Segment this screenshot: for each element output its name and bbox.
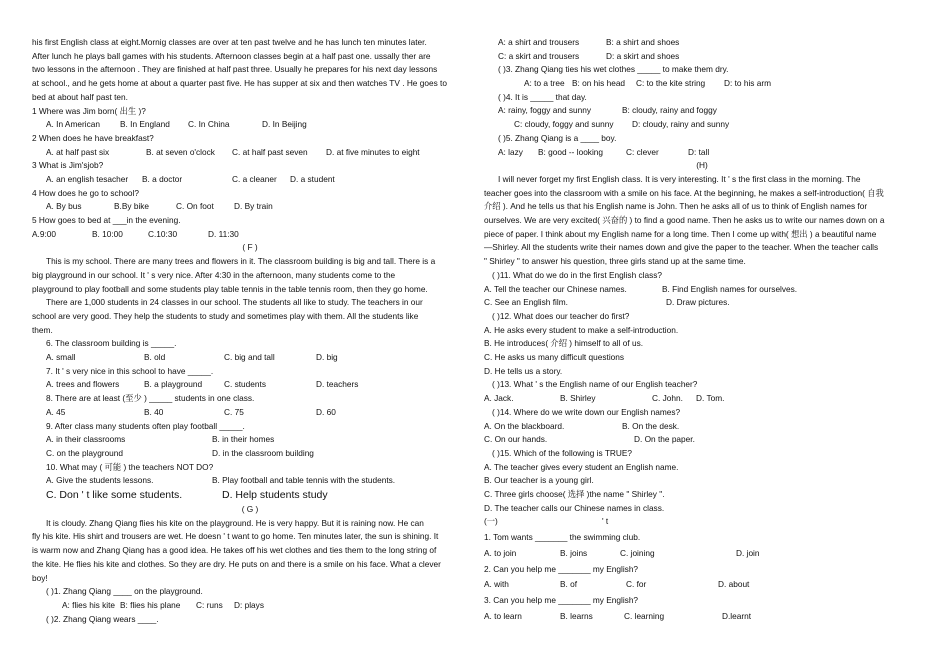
option: A. In American bbox=[46, 119, 100, 130]
question-g1-options bbox=[32, 599, 468, 613]
section-heading-g: ( G ) bbox=[241, 504, 259, 515]
option: C: clever bbox=[626, 146, 659, 157]
option: B. a doctor bbox=[142, 174, 183, 184]
option: D. a student bbox=[290, 174, 335, 184]
question-2-options bbox=[32, 146, 468, 160]
option: C. students bbox=[224, 379, 266, 390]
section-one-label: (一) bbox=[484, 516, 498, 527]
option: D: a skirt and shoes bbox=[606, 50, 680, 61]
option: D. Tom. bbox=[696, 393, 725, 404]
option: C. for bbox=[626, 579, 647, 590]
option: A. trees and flowers bbox=[46, 379, 120, 390]
option: A: to a tree bbox=[524, 78, 565, 89]
right-column bbox=[484, 36, 920, 623]
question-14: ( )14. Where do we write down our English names? bbox=[492, 406, 681, 417]
question-6: 6. The classroom building is _____. bbox=[46, 338, 177, 349]
option: B. at seven o'clock bbox=[146, 146, 215, 157]
question-g1: ( )1. Zhang Qiang ____ on the playground. bbox=[46, 586, 203, 597]
passage-h-line: teacher goes into the classroom with a smile on his face. At the beginning, he makes a self-introduction( 自我 bbox=[484, 187, 884, 198]
question-g5-options bbox=[484, 146, 920, 160]
option: C. at half past seven bbox=[232, 146, 308, 157]
option: B. of bbox=[560, 579, 578, 590]
passage-h-line: —Shirley. All the students write their names down and give the paper to the teacher. When the teacher calls bbox=[484, 242, 879, 253]
option: D. By train bbox=[234, 201, 273, 212]
question-9: 9. After class many students often play football _____. bbox=[46, 420, 245, 431]
question-8: 8. There are at least (至少 ) _____ students in one class. bbox=[46, 393, 255, 404]
section-heading-h: (H) bbox=[696, 160, 708, 171]
option: D: tall bbox=[688, 146, 710, 157]
option: C. big and tall bbox=[224, 352, 275, 363]
option: B. in their homes bbox=[212, 434, 275, 445]
passage-e-line: bed at about half past ten. bbox=[32, 91, 128, 102]
question-5: 5 How goes to bed at ___in the evening. bbox=[32, 215, 181, 226]
passage-h-line: 介绍 ). And he tells us that his English name is John. Then he asks all of us to think of English names for bbox=[484, 201, 868, 212]
option: D. On the paper. bbox=[634, 434, 695, 445]
passage-g-line: the kite. He flies his kite and clothes. So they are dry. He puts on and there is a smile on his face. What a clever bbox=[32, 558, 441, 569]
question-9-options-row2 bbox=[32, 447, 468, 461]
question-3: 3 What is Jim'sjob? bbox=[32, 160, 104, 171]
option: B: a shirt and shoes bbox=[606, 37, 680, 47]
question-g3: ( )3. Zhang Qiang ties his wet clothes _____ to make them dry. bbox=[498, 64, 729, 75]
question-10-options-row2 bbox=[32, 488, 468, 503]
section-one-fragment: ' t bbox=[602, 516, 609, 527]
question-8-options bbox=[32, 406, 468, 420]
single-choice-2: 2. Can you help me _______ my English? bbox=[484, 563, 639, 574]
passage-f-line: them. bbox=[32, 324, 53, 335]
passage-f-line: This is my school. There are many trees and flowers in it. The classroom building is big and tall. There is a bbox=[46, 256, 436, 267]
option: A: rainy, foggy and sunny bbox=[498, 105, 592, 116]
option: B. Shirley bbox=[560, 393, 596, 404]
option: D.learnt bbox=[722, 610, 752, 621]
question-13: ( )13. What ' s the English name of our English teacher? bbox=[492, 379, 698, 390]
question-11-options-row2 bbox=[484, 296, 920, 310]
option: C. a cleaner bbox=[232, 174, 277, 184]
option: B. On the desk. bbox=[622, 420, 680, 431]
option: A. On the blackboard. bbox=[484, 420, 565, 431]
option: C: a skirt and trousers bbox=[498, 50, 580, 61]
option: A. an english tesacher bbox=[46, 174, 129, 184]
question-14-options-row1 bbox=[484, 420, 920, 434]
option: A. at half past six bbox=[46, 146, 110, 157]
option: C: cloudy, foggy and sunny bbox=[514, 119, 614, 130]
option: B. Find English names for ourselves. bbox=[662, 283, 798, 294]
question-4-options bbox=[32, 200, 468, 214]
option: C. Don ' t like some students. bbox=[46, 489, 183, 502]
option: C: to the kite string bbox=[636, 78, 706, 89]
option: D: cloudy, rainy and sunny bbox=[632, 119, 730, 130]
option: A. in their classrooms bbox=[46, 434, 126, 445]
option: C. He asks us many difficult questions bbox=[484, 352, 625, 363]
option: D. big bbox=[316, 352, 338, 363]
question-2: 2 When does he have breakfast? bbox=[32, 132, 154, 143]
question-g3-options bbox=[484, 77, 920, 91]
option: A: flies his kite bbox=[62, 599, 116, 610]
question-3-options bbox=[32, 173, 468, 187]
section-one-heading bbox=[484, 515, 920, 529]
passage-f-line: school are very good. They help the students to study and sometimes play with them. All the students like bbox=[32, 310, 419, 321]
option: D. Draw pictures. bbox=[666, 297, 730, 308]
question-5-options bbox=[32, 228, 468, 242]
option: C. joining bbox=[620, 547, 655, 558]
option: A: lazy bbox=[498, 146, 523, 157]
passage-e-line: two lessons in the afternoon . They are finished at half past three. Usually he prepares for his next day lessons bbox=[32, 64, 438, 75]
option: C. on the playground bbox=[46, 447, 124, 458]
option: D. 60 bbox=[316, 406, 336, 417]
question-g2: ( )2. Zhang Qiang wears ____. bbox=[46, 613, 159, 624]
option: A. with bbox=[484, 579, 509, 590]
option: A: a shirt and trousers bbox=[498, 37, 580, 47]
passage-f-line: There are 1,000 students in 24 classes in our school. The students all like to study. The teachers in our bbox=[46, 297, 423, 308]
option: A. to learn bbox=[484, 610, 522, 621]
option: A. Tell the teacher our Chinese names. bbox=[484, 283, 627, 294]
option: D. In Beijing bbox=[262, 119, 307, 130]
question-11: ( )11. What do we do in the first English class? bbox=[492, 269, 663, 280]
option: A. Give the students lessons. bbox=[46, 475, 154, 486]
passage-g-line: fly his kite. His shirt and trousers are wet. He doesn ' t want to go home. Ten minutes later, the sun is shining. It bbox=[32, 531, 439, 542]
passage-e-line: his first English class at eight.Mornig classes are over at ten past twelve and he has lunch ten minutes later. bbox=[32, 37, 427, 47]
question-12: ( )12. What does our teacher do first? bbox=[492, 310, 630, 321]
option: D: to his arm bbox=[724, 78, 772, 89]
option: B. a playground bbox=[144, 379, 203, 390]
option: D. He tells us a story. bbox=[484, 365, 563, 376]
question-9-options-row1 bbox=[32, 433, 468, 447]
question-1: 1 Where was Jim born( 出生 )? bbox=[32, 105, 146, 116]
single-choice-1: 1. Tom wants _______ the swimming club. bbox=[484, 532, 641, 543]
option: B. 40 bbox=[144, 406, 164, 417]
option: D. 11:30 bbox=[208, 228, 239, 239]
passage-f-line: playground to play football and some students play table tennis in the table tennis room, then they go home. bbox=[32, 283, 428, 294]
option: A. By bus bbox=[46, 201, 82, 212]
left-column bbox=[32, 36, 468, 626]
option: D. in the classroom building bbox=[212, 447, 314, 458]
passage-g-line: is warm now and Zhang Qiang has a good idea. He takes off his wet clothes and ties them to the long string of bbox=[32, 545, 437, 556]
question-11-options-row1 bbox=[484, 283, 920, 297]
question-g5: ( )5. Zhang Qiang is a ____ boy. bbox=[498, 132, 617, 143]
passage-g-line: boy! bbox=[32, 572, 48, 583]
option: B. joins bbox=[560, 547, 588, 558]
option: C: runs bbox=[196, 599, 223, 610]
option: B.By bike bbox=[114, 201, 150, 212]
option: B. He introduces( 介绍 ) himself to all of us. bbox=[484, 338, 644, 349]
question-7-options bbox=[32, 378, 468, 392]
option: B. old bbox=[144, 352, 166, 363]
question-g4-options-row1 bbox=[484, 104, 920, 118]
option: A. The teacher gives every student an English name. bbox=[484, 461, 679, 472]
question-7: 7. It ' s very nice in this school to have _____. bbox=[46, 365, 214, 376]
passage-g-line: It is cloudy. Zhang Qiang flies his kite on the playground. He is very happy. But it is raining now. He can bbox=[46, 517, 424, 528]
option: C.10:30 bbox=[148, 228, 178, 239]
single-choice-1-options bbox=[484, 547, 920, 561]
option: D. Help students study bbox=[222, 489, 328, 502]
question-g2-options-row2 bbox=[484, 50, 920, 64]
option: B. Our teacher is a young girl. bbox=[484, 475, 594, 486]
single-choice-2-options bbox=[484, 578, 920, 592]
option: B. Play football and table tennis with the students. bbox=[212, 475, 396, 486]
option: C. On foot bbox=[176, 201, 214, 212]
option: B. In England bbox=[120, 119, 170, 130]
option: D. at five minutes to eight bbox=[326, 146, 420, 157]
option: B: good -- looking bbox=[538, 146, 604, 157]
single-choice-3: 3. Can you help me _______ my English? bbox=[484, 594, 639, 605]
option: C. On our hands. bbox=[484, 434, 548, 445]
option: C. 75 bbox=[224, 406, 244, 417]
question-10-options-row1 bbox=[32, 474, 468, 488]
section-heading-f: ( F ) bbox=[242, 242, 258, 253]
question-g2-options-row1 bbox=[484, 36, 920, 50]
option: C. Three girls choose( 选择 )the name " Shirley ". bbox=[484, 489, 665, 500]
passage-f-line: big playground in our school. It ' s very nice. After 4:30 in the afternoon, many students come to the bbox=[32, 269, 396, 280]
option: D. teachers bbox=[316, 379, 359, 390]
question-6-options bbox=[32, 351, 468, 365]
option: B: cloudy, rainy and foggy bbox=[622, 105, 717, 116]
question-g4-options-row2 bbox=[484, 118, 920, 132]
option: A. small bbox=[46, 352, 76, 363]
passage-h-line: ourselves. We are very excited( 兴奋的 ) to find a good name. Then he asks us to write our names down on a bbox=[484, 215, 885, 226]
option: A. 45 bbox=[46, 406, 66, 417]
passage-e-line: at school., and he gets home at about a quarter past five. He has supper at six and then watches TV . He goes to bbox=[32, 78, 447, 89]
option: B. learns bbox=[560, 610, 593, 621]
option: D. about bbox=[718, 579, 750, 590]
option: B. 10:00 bbox=[92, 228, 123, 239]
option: C. In China bbox=[188, 119, 230, 130]
question-1-options bbox=[32, 118, 468, 132]
passage-h-line: I will never forget my first English class. It is very interesting. It ' s the first class in the morning. The bbox=[498, 173, 861, 184]
option: B: on his head bbox=[572, 78, 626, 89]
passage-h-line: " Shirley " to answer his question, three girls stand up at the same time. bbox=[484, 256, 746, 267]
option: D: plays bbox=[234, 599, 264, 610]
passage-e-line: After lunch he plays ball games with his students. Afternoon classes begin at a half past one. ussally ther are bbox=[32, 50, 431, 61]
question-4: 4 How does he go to school? bbox=[32, 187, 140, 198]
option: A.9:00 bbox=[32, 228, 56, 239]
question-14-options-row2 bbox=[484, 433, 920, 447]
question-13-options bbox=[484, 392, 920, 406]
question-10: 10. What may ( 可能 ) the teachers NOT DO? bbox=[46, 461, 214, 472]
option: C. John. bbox=[652, 393, 683, 404]
option: B: flies his plane bbox=[120, 599, 181, 610]
option: A. Jack. bbox=[484, 393, 514, 404]
question-g4: ( )4. It is _____ that day. bbox=[498, 91, 587, 102]
passage-h-line: piece of paper. I think about my English name for a long time. Then I come up with( 想出 ) a beautiful name bbox=[484, 228, 877, 239]
single-choice-3-options bbox=[484, 610, 920, 624]
option: C. See an English film. bbox=[484, 297, 568, 308]
option: A. to join bbox=[484, 547, 517, 558]
option: D. join bbox=[736, 547, 760, 558]
question-15: ( )15. Which of the following is TRUE? bbox=[492, 447, 633, 458]
option: C. learning bbox=[624, 610, 665, 621]
option: A. He asks every student to make a self-introduction. bbox=[484, 324, 679, 335]
option: D. The teacher calls our Chinese names in class. bbox=[484, 502, 665, 513]
